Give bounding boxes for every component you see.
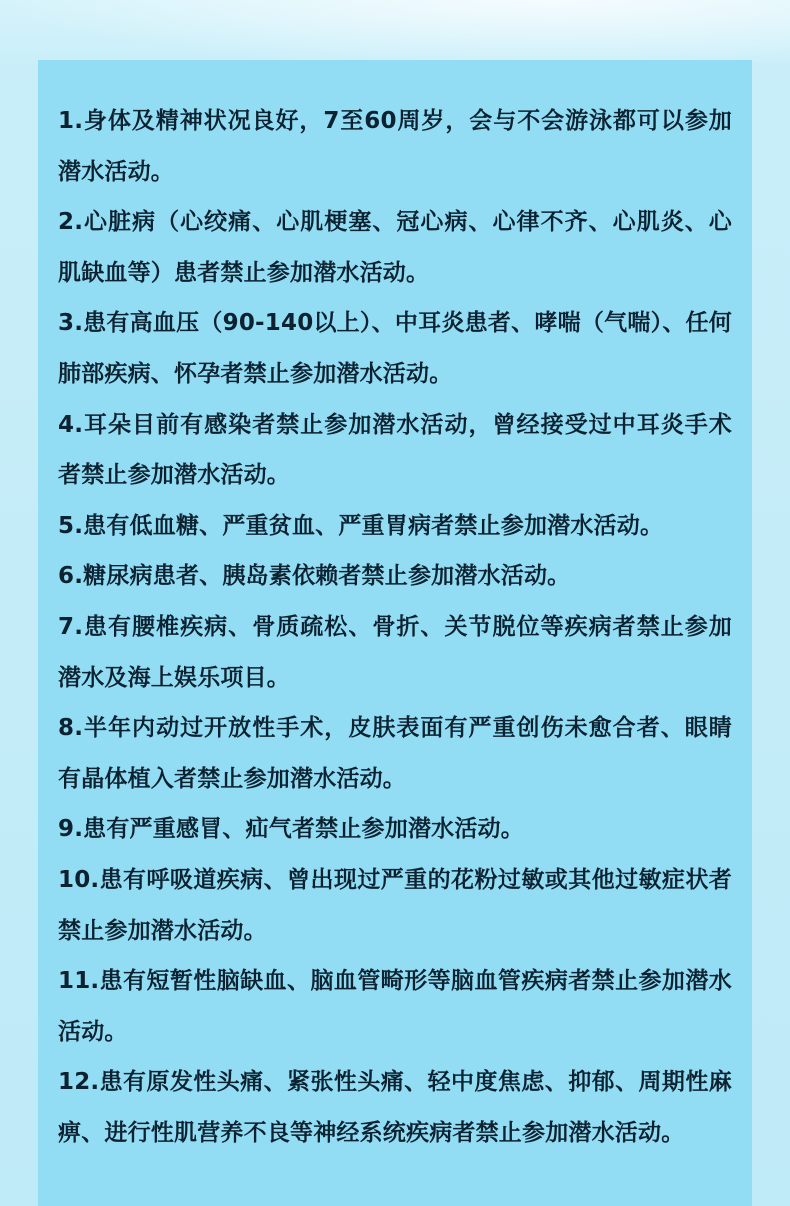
rule-item-3: 3.患有高血压（90-140以上）、中耳炎患者、哮喘（气喘）、任何肺部疾病、怀孕者禁止参加潜水活动。 — [58, 310, 732, 387]
rule-item-12: 12.患有原发性头痛、紧张性头痛、轻中度焦虑、抑郁、周期性麻痹、进行性肌营养不良等神经系统疾病者禁止参加潜水活动。 — [58, 1069, 732, 1146]
rule-item-4: 4.耳朵目前有感染者禁止参加潜水活动，曾经接受过中耳炎手术者禁止参加潜水活动。 — [58, 411, 732, 489]
rule-item-7: 7.患有腰椎疾病、骨质疏松、骨折、关节脱位等疾病者禁止参加潜水及海上娱乐项目。 — [58, 613, 732, 691]
rule-item-10: 10.患有呼吸道疾病、曾出现过严重的花粉过敏或其他过敏症状者禁止参加潜水活动。 — [58, 866, 732, 944]
rules-card — [38, 60, 752, 1206]
rule-item-2: 2.心脏病（心绞痛、心肌梗塞、冠心病、心律不齐、心肌炎、心肌缺血等）患者禁止参加潜水活动。 — [58, 209, 732, 286]
rule-item-5: 5.患有低血糖、严重贫血、严重胃病者禁止参加潜水活动。 — [58, 512, 664, 539]
rule-item-11: 11.患有短暂性脑缺血、脑血管畸形等脑血管疾病者禁止参加潜水活动。 — [58, 968, 732, 1045]
rule-item-9: 9.患有严重感冒、疝气者禁止参加潜水活动。 — [58, 816, 524, 843]
rule-item-8: 8.半年内动过开放性手术，皮肤表面有严重创伤未愈合者、眼睛有晶体植入者禁止参加潜水活动。 — [58, 715, 732, 792]
rule-item-1: 1.身体及精神状况良好，7至60周岁，会与不会游泳都可以参加潜水活动。 — [58, 108, 732, 185]
rules-list — [58, 96, 732, 1158]
rule-item-6: 6.糖尿病患者、胰岛素依赖者禁止参加潜水活动。 — [58, 563, 571, 590]
